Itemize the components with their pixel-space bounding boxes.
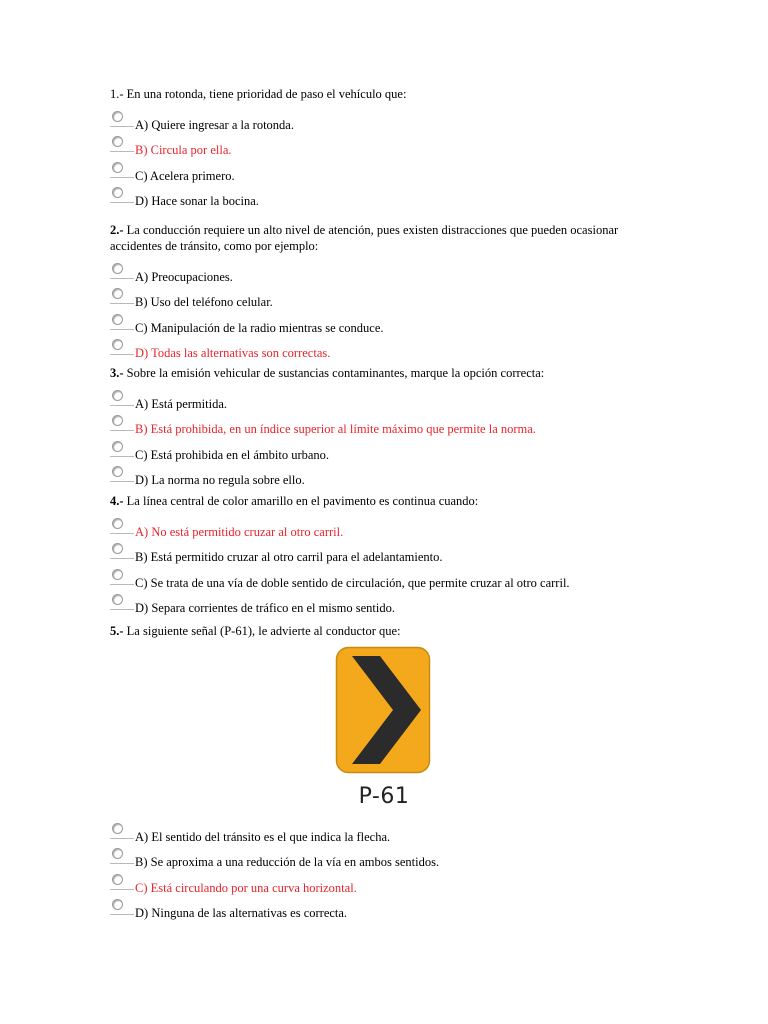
question-prompt: En una rotonda, tiene prioridad de paso el vehículo que: [126, 87, 407, 101]
option-4b[interactable] [110, 540, 670, 565]
radio-button-icon[interactable] [112, 823, 123, 834]
option-label: D) La norma no regula sobre ello. [135, 472, 305, 487]
option-1a[interactable] [110, 108, 670, 133]
question-5-text [110, 623, 670, 639]
question-number: 3.- [110, 366, 124, 380]
question-2-text [110, 222, 670, 254]
radio-button-icon[interactable] [112, 848, 123, 859]
option-3d[interactable] [110, 463, 670, 488]
option-label-correct: A) No está permitido cruzar al otro carril. [135, 525, 344, 539]
option-label: B) Se aproxima a una reducción de la vía en ambos sentidos. [135, 855, 440, 870]
question-1-text [110, 86, 670, 102]
radio-button-icon[interactable] [112, 187, 123, 198]
option-4a[interactable] [110, 515, 670, 540]
question-5 [110, 623, 670, 645]
option-label: A) Preocupaciones. [135, 270, 233, 284]
option-label: D) Separa corrientes de tráfico en el mismo sentido. [135, 600, 395, 615]
radio-button-icon[interactable] [112, 288, 123, 299]
sign-caption: P-61 [358, 784, 410, 809]
option-label: A) Está permitida. [135, 397, 227, 411]
question-3 [110, 365, 670, 488]
question-number: 2.- [110, 223, 124, 237]
option-label: A) Quiere ingresar a la rotonda. [135, 118, 294, 132]
option-2d[interactable] [110, 336, 670, 361]
option-label-correct: B) Está prohibida, en un índice superior al límite máximo que permite la norma. [135, 422, 536, 437]
option-1c[interactable] [110, 159, 670, 184]
radio-button-icon[interactable] [112, 314, 123, 325]
option-3a[interactable] [110, 387, 670, 412]
option-label-correct: C) Está circulando por una curva horizontal. [135, 880, 357, 895]
option-label: C) Manipulación de la radio mientras se conduce. [135, 320, 384, 335]
option-5c[interactable] [110, 871, 670, 896]
question-1 [110, 86, 670, 209]
radio-button-icon[interactable] [112, 111, 123, 122]
option-label: C) Acelera primero. [135, 168, 235, 183]
radio-button-icon[interactable] [112, 136, 123, 147]
question-prompt: Sobre la emisión vehicular de sustancias contaminantes, marque la opción correcta: [126, 366, 545, 380]
option-label-correct: B) Circula por ella. [135, 143, 232, 158]
option-5d[interactable] [110, 896, 670, 921]
question-number: 1.- [110, 87, 124, 101]
radio-button-icon[interactable] [112, 518, 123, 529]
radio-button-icon[interactable] [112, 162, 123, 173]
chevron-right-warning-sign-icon [335, 646, 431, 774]
option-label: D) Ninguna de las alternativas es correcta. [135, 905, 348, 920]
option-label: B) Uso del teléfono celular. [135, 295, 273, 310]
option-4c[interactable] [110, 566, 670, 591]
option-label: A) El sentido del tránsito es el que indica la flecha. [135, 830, 391, 844]
radio-button-icon[interactable] [112, 415, 123, 426]
option-label: B) Está permitido cruzar al otro carril para el adelantamiento. [135, 550, 443, 565]
question-prompt: La línea central de color amarillo en el pavimento es continua cuando: [126, 494, 479, 508]
option-2a[interactable] [110, 260, 670, 285]
option-1b[interactable] [110, 133, 670, 158]
radio-button-icon[interactable] [112, 390, 123, 401]
p61-sign [335, 646, 431, 810]
question-number: 4.- [110, 494, 124, 508]
question-5-options [110, 820, 670, 921]
question-3-text [110, 365, 670, 381]
question-prompt: La siguiente señal (P-61), le advierte al conductor que: [126, 624, 401, 638]
question-number: 5.- [110, 624, 124, 638]
option-3c[interactable] [110, 438, 670, 463]
radio-button-icon[interactable] [112, 569, 123, 580]
option-5a[interactable] [110, 820, 670, 845]
option-1d[interactable] [110, 184, 670, 209]
option-label: C) Se trata de una vía de doble sentido de circulación, que permite cruzar al otro carril. [135, 575, 570, 590]
option-4d[interactable] [110, 591, 670, 616]
question-4 [110, 493, 670, 616]
radio-button-icon[interactable] [112, 543, 123, 554]
option-2c[interactable] [110, 311, 670, 336]
radio-button-icon[interactable] [112, 899, 123, 910]
option-label: D) Hace sonar la bocina. [135, 193, 259, 208]
question-2 [110, 222, 670, 361]
option-label: C) Está prohibida en el ámbito urbano. [135, 447, 330, 462]
radio-button-icon[interactable] [112, 466, 123, 477]
option-label-correct: D) Todas las alternativas son correctas. [135, 345, 331, 360]
radio-button-icon[interactable] [112, 441, 123, 452]
radio-button-icon[interactable] [112, 339, 123, 350]
radio-button-icon[interactable] [112, 874, 123, 885]
question-prompt: La conducción requiere un alto nivel de atención, pues existen distracciones que pueden ocasionar accidentes de tránsito, como por ejemplo: [110, 223, 619, 253]
question-4-text [110, 493, 670, 509]
option-5b[interactable] [110, 845, 670, 870]
radio-button-icon[interactable] [112, 594, 123, 605]
option-3b[interactable] [110, 412, 670, 437]
option-2b[interactable] [110, 285, 670, 310]
radio-button-icon[interactable] [112, 263, 123, 274]
